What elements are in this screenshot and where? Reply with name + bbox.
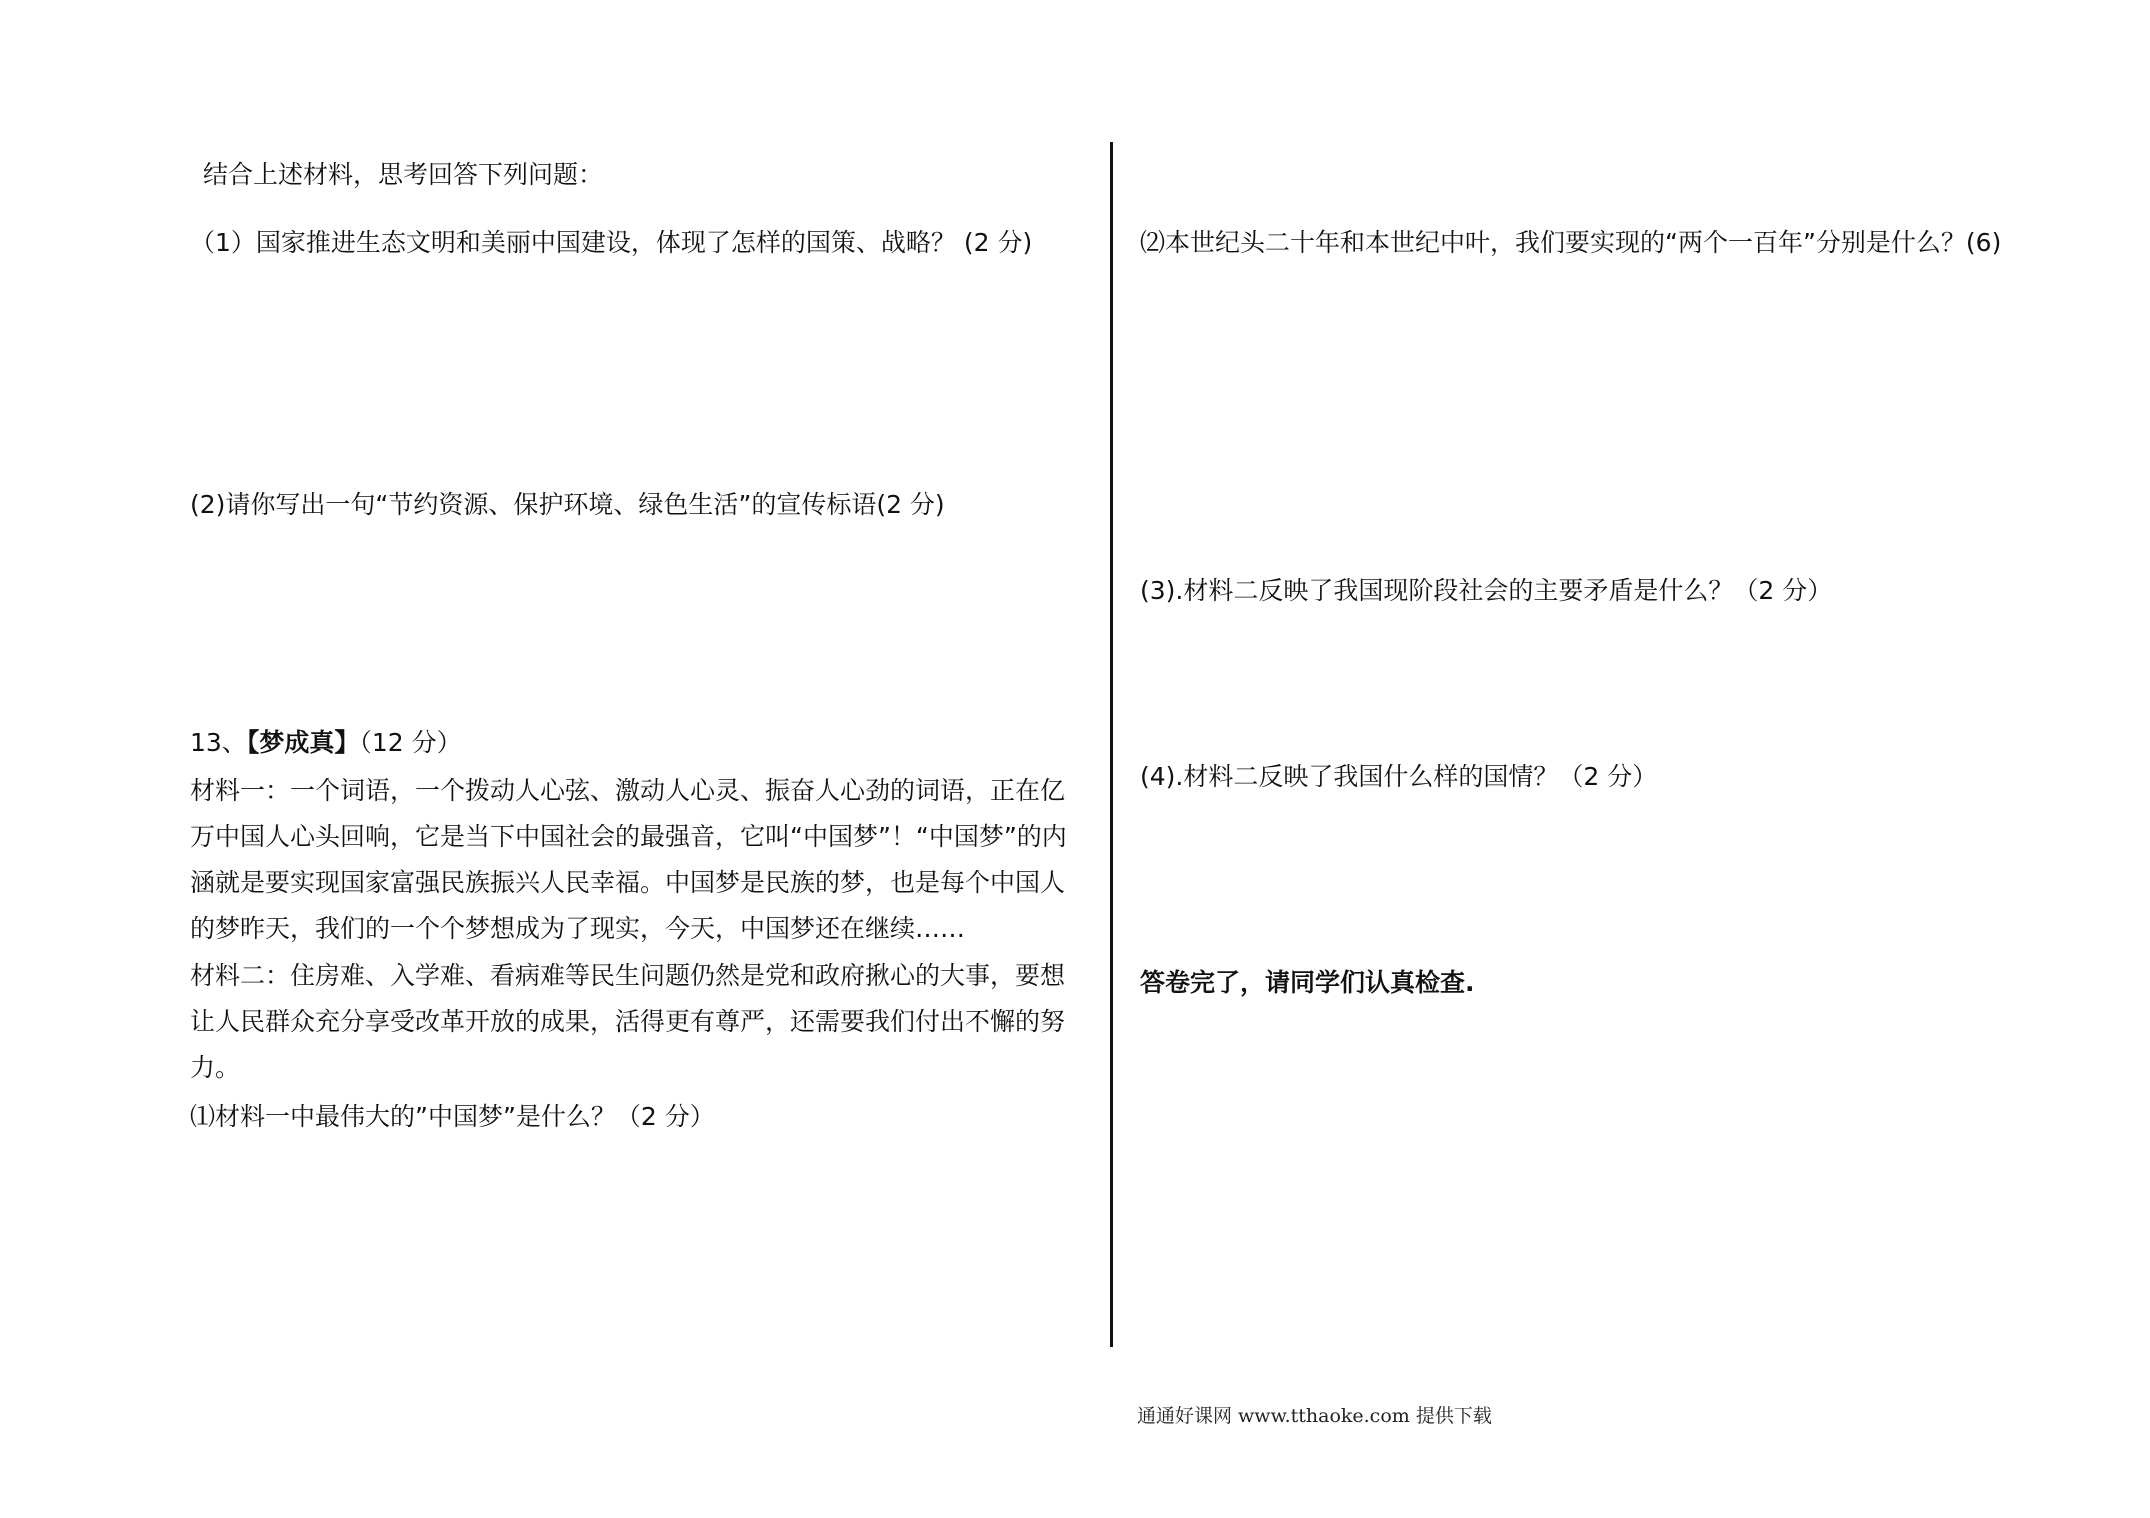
intro-text: 结合上述材料，思考回答下列问题： [203,160,604,189]
question-1: （1）国家推进生态文明和美丽中国建设，体现了怎样的国策、战略？ (2 分) [190,228,1033,257]
question-13-number: 13、 [190,728,247,757]
material-2: 材料二：住房难、入学难、看病难等民生问题仍然是党和政府揪心的大事，要想让人民群众充分享受改革开放的成果，活得更有尊严，还需要我们付出不懈的努力。 [190,961,1066,1082]
sub-question-2: ⑵本世纪头二十年和本世纪中叶，我们要实现的“两个一百年”分别是什么？(6) [1140,228,2002,257]
closing-note: 答卷完了，请同学们认真检查. [1140,968,1475,997]
column-divider [1110,142,1113,1347]
sub-question-1: ⑴材料一中最伟大的”中国梦”是什么？（2 分） [190,1102,715,1131]
material-1: 材料一：一个词语，一个拨动人心弦、激动人心灵、振奋人心劲的词语，正在亿万中国人心头回响，它是当下中国社会的最强音，它叫“中国梦”！“中国梦”的内涵就是要实现国家富强民族振兴人民幸福。中国梦是民族的梦，也是每个中国人的梦昨天，我们的一个个梦想成为了现实，今天，中国梦还在继续…… [190,776,1067,943]
footer-credit: 通通好课网 www.tthaoke.com 提供下载 [1137,1405,1492,1427]
question-13-title: 【梦成真】 [246,728,360,757]
sub-question-3: (3).材料二反映了我国现阶段社会的主要矛盾是什么？（2 分） [1140,576,1833,605]
question-13-points: （12 分） [359,728,462,757]
question-13-heading [190,726,462,760]
sub-question-4: (4).材料二反映了我国什么样的国情？（2 分） [1140,762,1658,791]
question-2: (2)请你写出一句“节约资源、保护环境、绿色生活”的宣传标语(2 分) [190,490,945,519]
